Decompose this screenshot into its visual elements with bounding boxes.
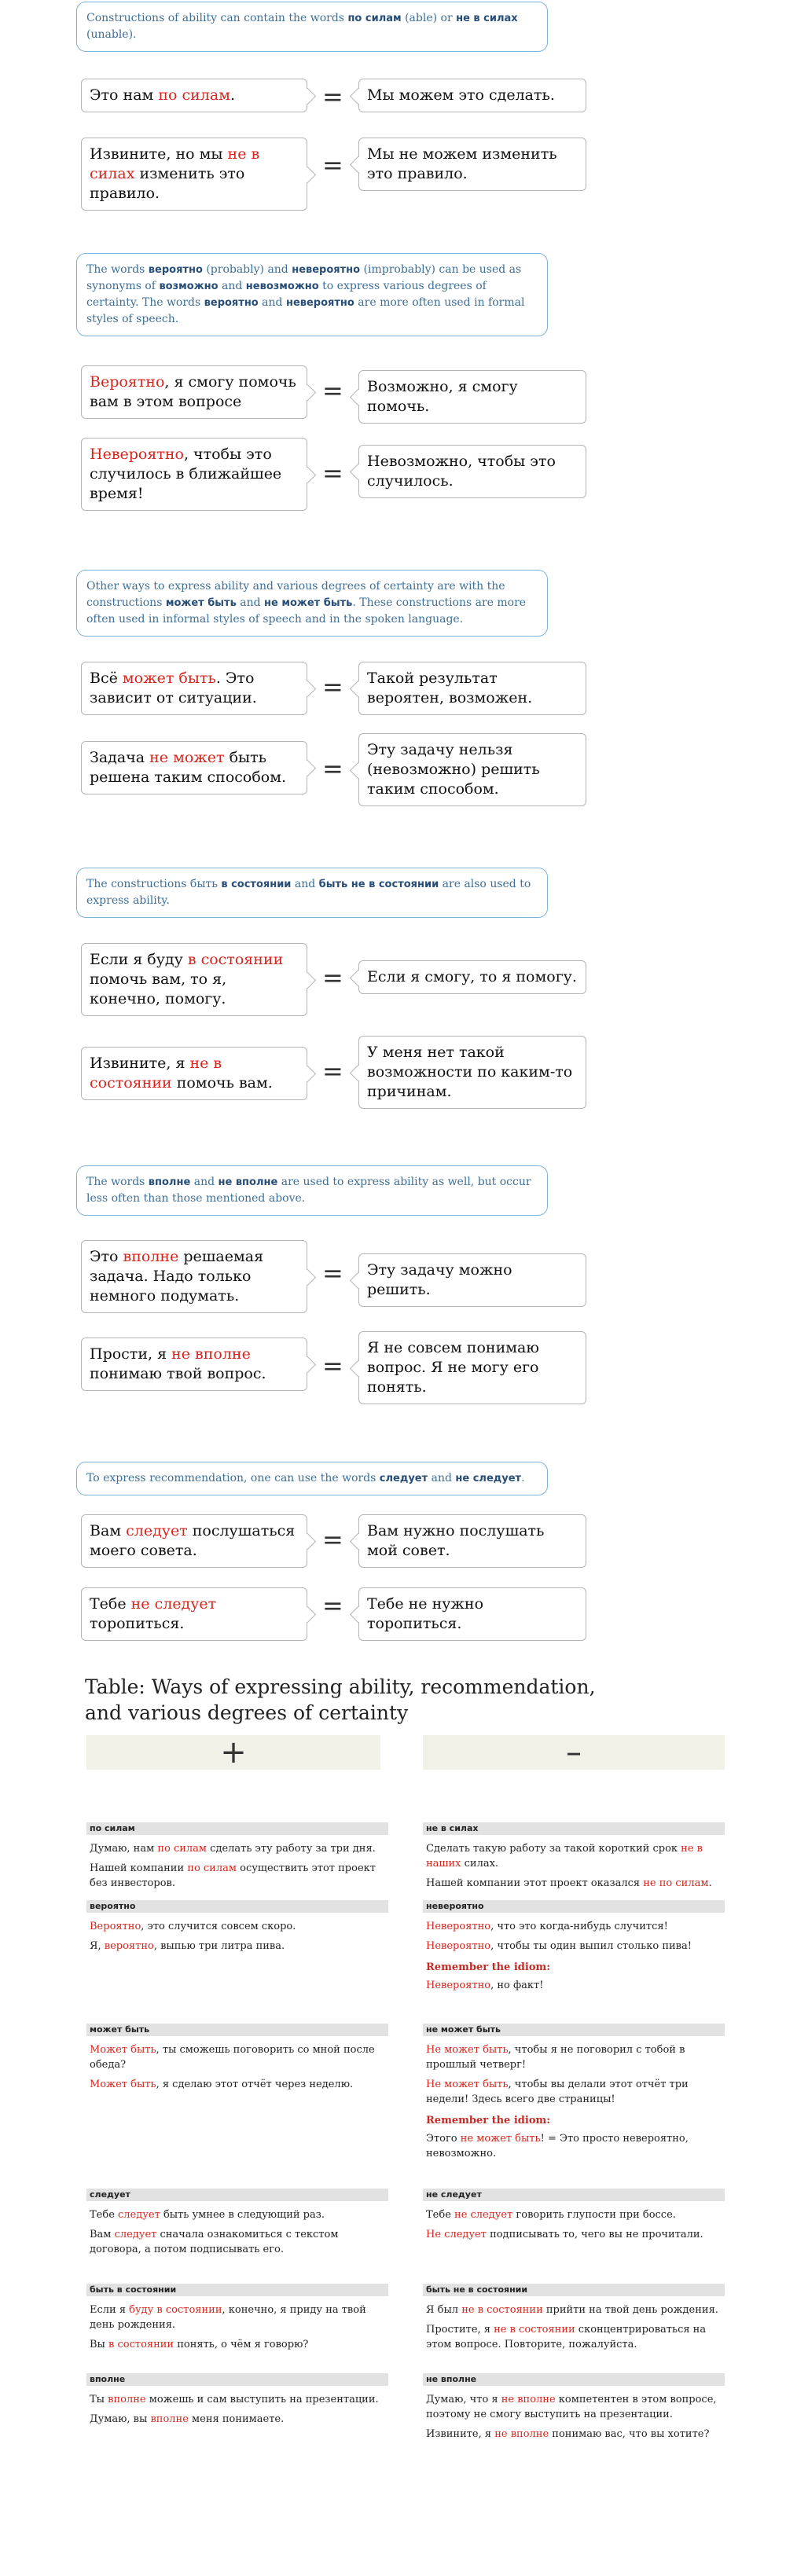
highlight-phrase: по силам (158, 86, 230, 104)
highlight-phrase: Может быть (90, 2079, 156, 2090)
note-ability: Constructions of ability can contain the words по силам (able) or не в силах (unable). (76, 2, 548, 52)
highlight-phrase: Не следует (426, 2229, 487, 2240)
example-right: Если я смогу, то я помогу. (358, 960, 586, 994)
equals-sign: = (322, 376, 343, 405)
highlight-phrase: Невероятно (90, 446, 184, 463)
highlight-phrase: Невероятно (426, 1921, 491, 1932)
example-right: Я не совсем понимаю вопрос. Я не могу его понять. (358, 1331, 586, 1404)
equals-sign: = (322, 458, 343, 488)
equals-sign: = (322, 754, 343, 783)
note-in-state: The constructions быть в состоянии and быть не в состоянии are also used to express ability. (76, 868, 548, 918)
highlight-phrase: не вполне (171, 1345, 251, 1363)
equals-sign: = (322, 672, 343, 702)
key-term: по силам (347, 13, 402, 24)
positive-header: следует (86, 2189, 388, 2201)
idiom-label: Remember the idiom: (426, 1961, 551, 1973)
negative-examples (423, 2303, 725, 2357)
negative-header: быть не в состоянии (423, 2284, 725, 2296)
highlight-phrase: следует (114, 2229, 157, 2240)
positive-examples (86, 1919, 388, 1958)
key-term: не в силах (456, 13, 518, 24)
highlight-phrase: не может быть (460, 2133, 541, 2145)
example-right: У меня нет такой возможности по каким-то причинам. (358, 1036, 586, 1109)
example-sentence: Сделать такую работу за такой короткий срок не в наших силах. (426, 1843, 703, 1870)
example-right: Мы можем это сделать. (358, 79, 586, 112)
example-sentence: Невероятно, что это когда-нибудь случится! (426, 1921, 668, 1932)
example-sentence: Извините, я не вполне понимаю вас, что вы хотите? (426, 2428, 710, 2440)
key-term: вероятно (148, 264, 203, 276)
example-sentence: Вы в состоянии понять, о чём я говорю? (90, 2339, 309, 2350)
negative-examples (423, 2042, 725, 2166)
idiom-sentence: Невероятно, но факт! (426, 1980, 544, 1991)
example-left: Если я буду в состоянии помочь вам, то я, конечно, помогу. (81, 943, 307, 1016)
key-term: вполне (148, 1176, 191, 1188)
example-left: Вам следует послушаться моего совета. (81, 1514, 307, 1568)
equals-sign: = (322, 82, 343, 112)
example-left: Невероятно, чтобы это случилось в ближайшее время! (81, 438, 307, 511)
positive-header: быть в состоянии (86, 2284, 388, 2296)
highlight-phrase: вполне (150, 2413, 189, 2425)
key-term: в состоянии (221, 879, 292, 890)
highlight-phrase: вероятно (104, 1940, 154, 1952)
negative-examples (423, 2392, 725, 2446)
highlight-phrase: не в силах (90, 145, 260, 182)
highlight-phrase: не в наших (426, 1843, 703, 1870)
example-left: Это вполне решаемая задача. Надо только немного подумать. (81, 1240, 307, 1313)
example-sentence: Я был не в состоянии прийти на твой день рождения. (426, 2304, 718, 2316)
positive-examples (86, 1841, 388, 1895)
example-right: Возможно, я смогу помочь. (358, 370, 586, 424)
negative-header: не вполне (423, 2373, 725, 2386)
positive-examples (86, 2303, 388, 2357)
table-title: Table: Ways of expressing ability, recommendation, and various degrees of certainty (85, 1675, 596, 1724)
highlight-phrase: не в состоянии (494, 2324, 575, 2336)
key-term: может быть (165, 597, 237, 609)
highlight-phrase: не следует (130, 1595, 217, 1613)
highlight-phrase: вполне (108, 2394, 146, 2405)
minus-column-header: – (423, 1735, 725, 1770)
example-left: Извините, но мы не в силах изменить это правило. (81, 138, 307, 211)
example-left: Прости, я не вполне понимаю твой вопрос. (81, 1338, 307, 1391)
key-term: вероятно (204, 297, 259, 309)
positive-header: по силам (86, 1822, 388, 1835)
highlight-phrase: не в состоянии (90, 1055, 222, 1092)
example-sentence: Может быть, я сделаю этот отчёт через неделю. (90, 2079, 354, 2090)
highlight-phrase: вполне (123, 1248, 179, 1265)
highlight-phrase: буду в состоянии (129, 2304, 222, 2316)
highlight-phrase: Не может быть (426, 2044, 509, 2056)
key-term: не вполне (218, 1176, 278, 1188)
highlight-phrase: Вероятно (90, 1921, 141, 1932)
highlight-phrase: по силам (187, 1862, 237, 1874)
example-sentence: Я, вероятно, выпью три литра пива. (90, 1940, 285, 1952)
negative-header: не в силах (423, 1822, 725, 1835)
negative-examples (423, 1841, 725, 1895)
example-sentence: Простите, я не в состоянии сконцентрироваться на этом вопросе. Повторите, пожалуйста. (426, 2324, 707, 2350)
highlight-phrase: может быть (122, 670, 216, 687)
example-sentence: Если я буду в состоянии, конечно, я приду на твой день рождения. (90, 2304, 366, 2331)
example-left: Это нам по силам. (81, 79, 307, 112)
equals-sign: = (322, 150, 343, 180)
example-sentence: Думаю, что я не вполне компетентен в этом вопросе, поэтому не смогу выступить на презентации. (426, 2394, 717, 2420)
highlight-phrase: не в состоянии (461, 2304, 543, 2316)
example-left: Вероятно, я смогу помочь вам в этом вопросе (81, 365, 307, 419)
positive-examples (86, 2042, 388, 2097)
example-right: Эту задачу можно решить. (358, 1253, 586, 1307)
highlight-phrase: Может быть (90, 2044, 156, 2056)
highlight-phrase: не по силам (643, 1877, 709, 1889)
plus-column-header: + (86, 1735, 380, 1770)
highlight-phrase: следует (118, 2209, 160, 2221)
example-right: Эту задачу нельзя (невозможно) решить таким способом. (358, 733, 586, 806)
equals-sign: = (322, 1525, 343, 1554)
highlight-phrase: не следует (454, 2209, 513, 2221)
highlight-phrase: в состоянии (187, 951, 284, 968)
example-sentence: Невероятно, чтобы ты один выпил столько пива! (426, 1940, 692, 1952)
example-sentence: Нашей компании этот проект оказался не по силам. (426, 1877, 712, 1889)
equals-sign: = (322, 1258, 343, 1288)
highlight-phrase: Вероятно (90, 373, 165, 391)
example-left: Задача не может быть решена таким способом. (81, 741, 307, 794)
key-term: возможно (159, 281, 219, 292)
example-sentence: Вероятно, это случится совсем скоро. (90, 1921, 296, 1932)
example-sentence: Не может быть, чтобы я не поговорил с тобой в прошлый четверг! (426, 2044, 685, 2071)
highlight-phrase: в состоянии (108, 2339, 174, 2350)
example-sentence: Вам следует сначала ознакомиться с текстом договора, а потом подписывать его. (90, 2229, 339, 2255)
idiom-sentence: Этого не может быть! = Это просто невероятно, невозможно. (426, 2133, 689, 2160)
note-probability: The words вероятно (probably) and невероятно (improbably) can be used as synonyms of возможно and невозможно to express various degrees of certainty. The words вероятно and невероятно are more often used in formal styles of speech. (76, 253, 548, 336)
highlight-phrase: по силам (157, 1843, 208, 1855)
note-fully: The words вполне and не вполне are used to express ability as well, but occur less often than those mentioned above. (76, 1165, 548, 1216)
example-sentence: Нашей компании по силам осуществить этот проект без инвесторов. (90, 1862, 376, 1889)
negative-header: невероятно (423, 1900, 725, 1913)
example-sentence: Может быть, ты сможешь поговорить со мной после обеда? (90, 2044, 375, 2071)
example-sentence: Тебе следует быть умнее в следующий раз. (90, 2209, 325, 2221)
equals-sign: = (322, 963, 343, 993)
negative-examples (423, 2207, 725, 2247)
note-recommendation: To express recommendation, one can use the words следует and не следует. (76, 1462, 548, 1495)
key-term: не может быть (264, 597, 353, 609)
example-sentence: Думаю, нам по силам сделать эту работу за три дня. (90, 1843, 376, 1855)
example-right: Невозможно, чтобы это случилось. (358, 445, 586, 498)
highlight-phrase: не вполне (501, 2394, 556, 2405)
key-term: невероятно (292, 264, 361, 276)
example-sentence: Не следует подписывать то, чего вы не прочитали. (426, 2229, 703, 2240)
key-term: не следует (455, 1473, 522, 1484)
key-term: невероятно (285, 297, 354, 309)
highlight-phrase: не может (149, 749, 225, 766)
example-right: Такой результат вероятен, возможен. (358, 662, 586, 715)
example-left: Тебе не следует торопиться. (81, 1587, 307, 1641)
highlight-phrase: следует (126, 1522, 188, 1539)
example-right: Мы не можем изменить это правило. (358, 138, 586, 191)
positive-header: вероятно (86, 1900, 388, 1913)
idiom-label: Remember the idiom: (426, 2115, 551, 2126)
highlight-phrase: Невероятно (426, 1940, 491, 1952)
equals-sign: = (322, 1351, 343, 1381)
key-term: невозможно (245, 281, 319, 292)
negative-examples (423, 1919, 725, 1998)
negative-header: не следует (423, 2189, 725, 2201)
example-sentence: Ты вполне можешь и сам выступить на презентации. (90, 2394, 379, 2405)
positive-examples (86, 2207, 388, 2262)
note-may-be: Other ways to express ability and various degrees of certainty are with the constructions может быть and не может быть. These constructions are more often used in informal styles of speech and in the spoken language. (76, 570, 548, 637)
equals-sign: = (322, 1591, 343, 1620)
positive-header: вполне (86, 2373, 388, 2386)
negative-header: не может быть (423, 2024, 725, 2036)
positive-examples (86, 2392, 388, 2431)
key-term: следует (379, 1473, 428, 1484)
example-left: Извините, я не в состоянии помочь вам. (81, 1047, 307, 1100)
example-right: Вам нужно послушать мой совет. (358, 1514, 586, 1568)
highlight-phrase: Невероятно (426, 1980, 491, 1991)
equals-sign: = (322, 1056, 343, 1086)
example-sentence: Не может быть, чтобы вы делали этот отчёт три недели! Здесь всего две страницы! (426, 2079, 689, 2105)
example-sentence: Думаю, вы вполне меня понимаете. (90, 2413, 285, 2425)
highlight-phrase: Не может быть (426, 2079, 509, 2090)
positive-header: может быть (86, 2024, 388, 2036)
example-sentence: Тебе не следует говорить глупости при боссе. (426, 2209, 676, 2221)
example-right: Тебе не нужно торопиться. (358, 1587, 586, 1641)
example-left: Всё может быть. Это зависит от ситуации. (81, 662, 307, 715)
highlight-phrase: не вполне (494, 2428, 549, 2440)
key-term: быть не в состоянии (318, 879, 439, 890)
